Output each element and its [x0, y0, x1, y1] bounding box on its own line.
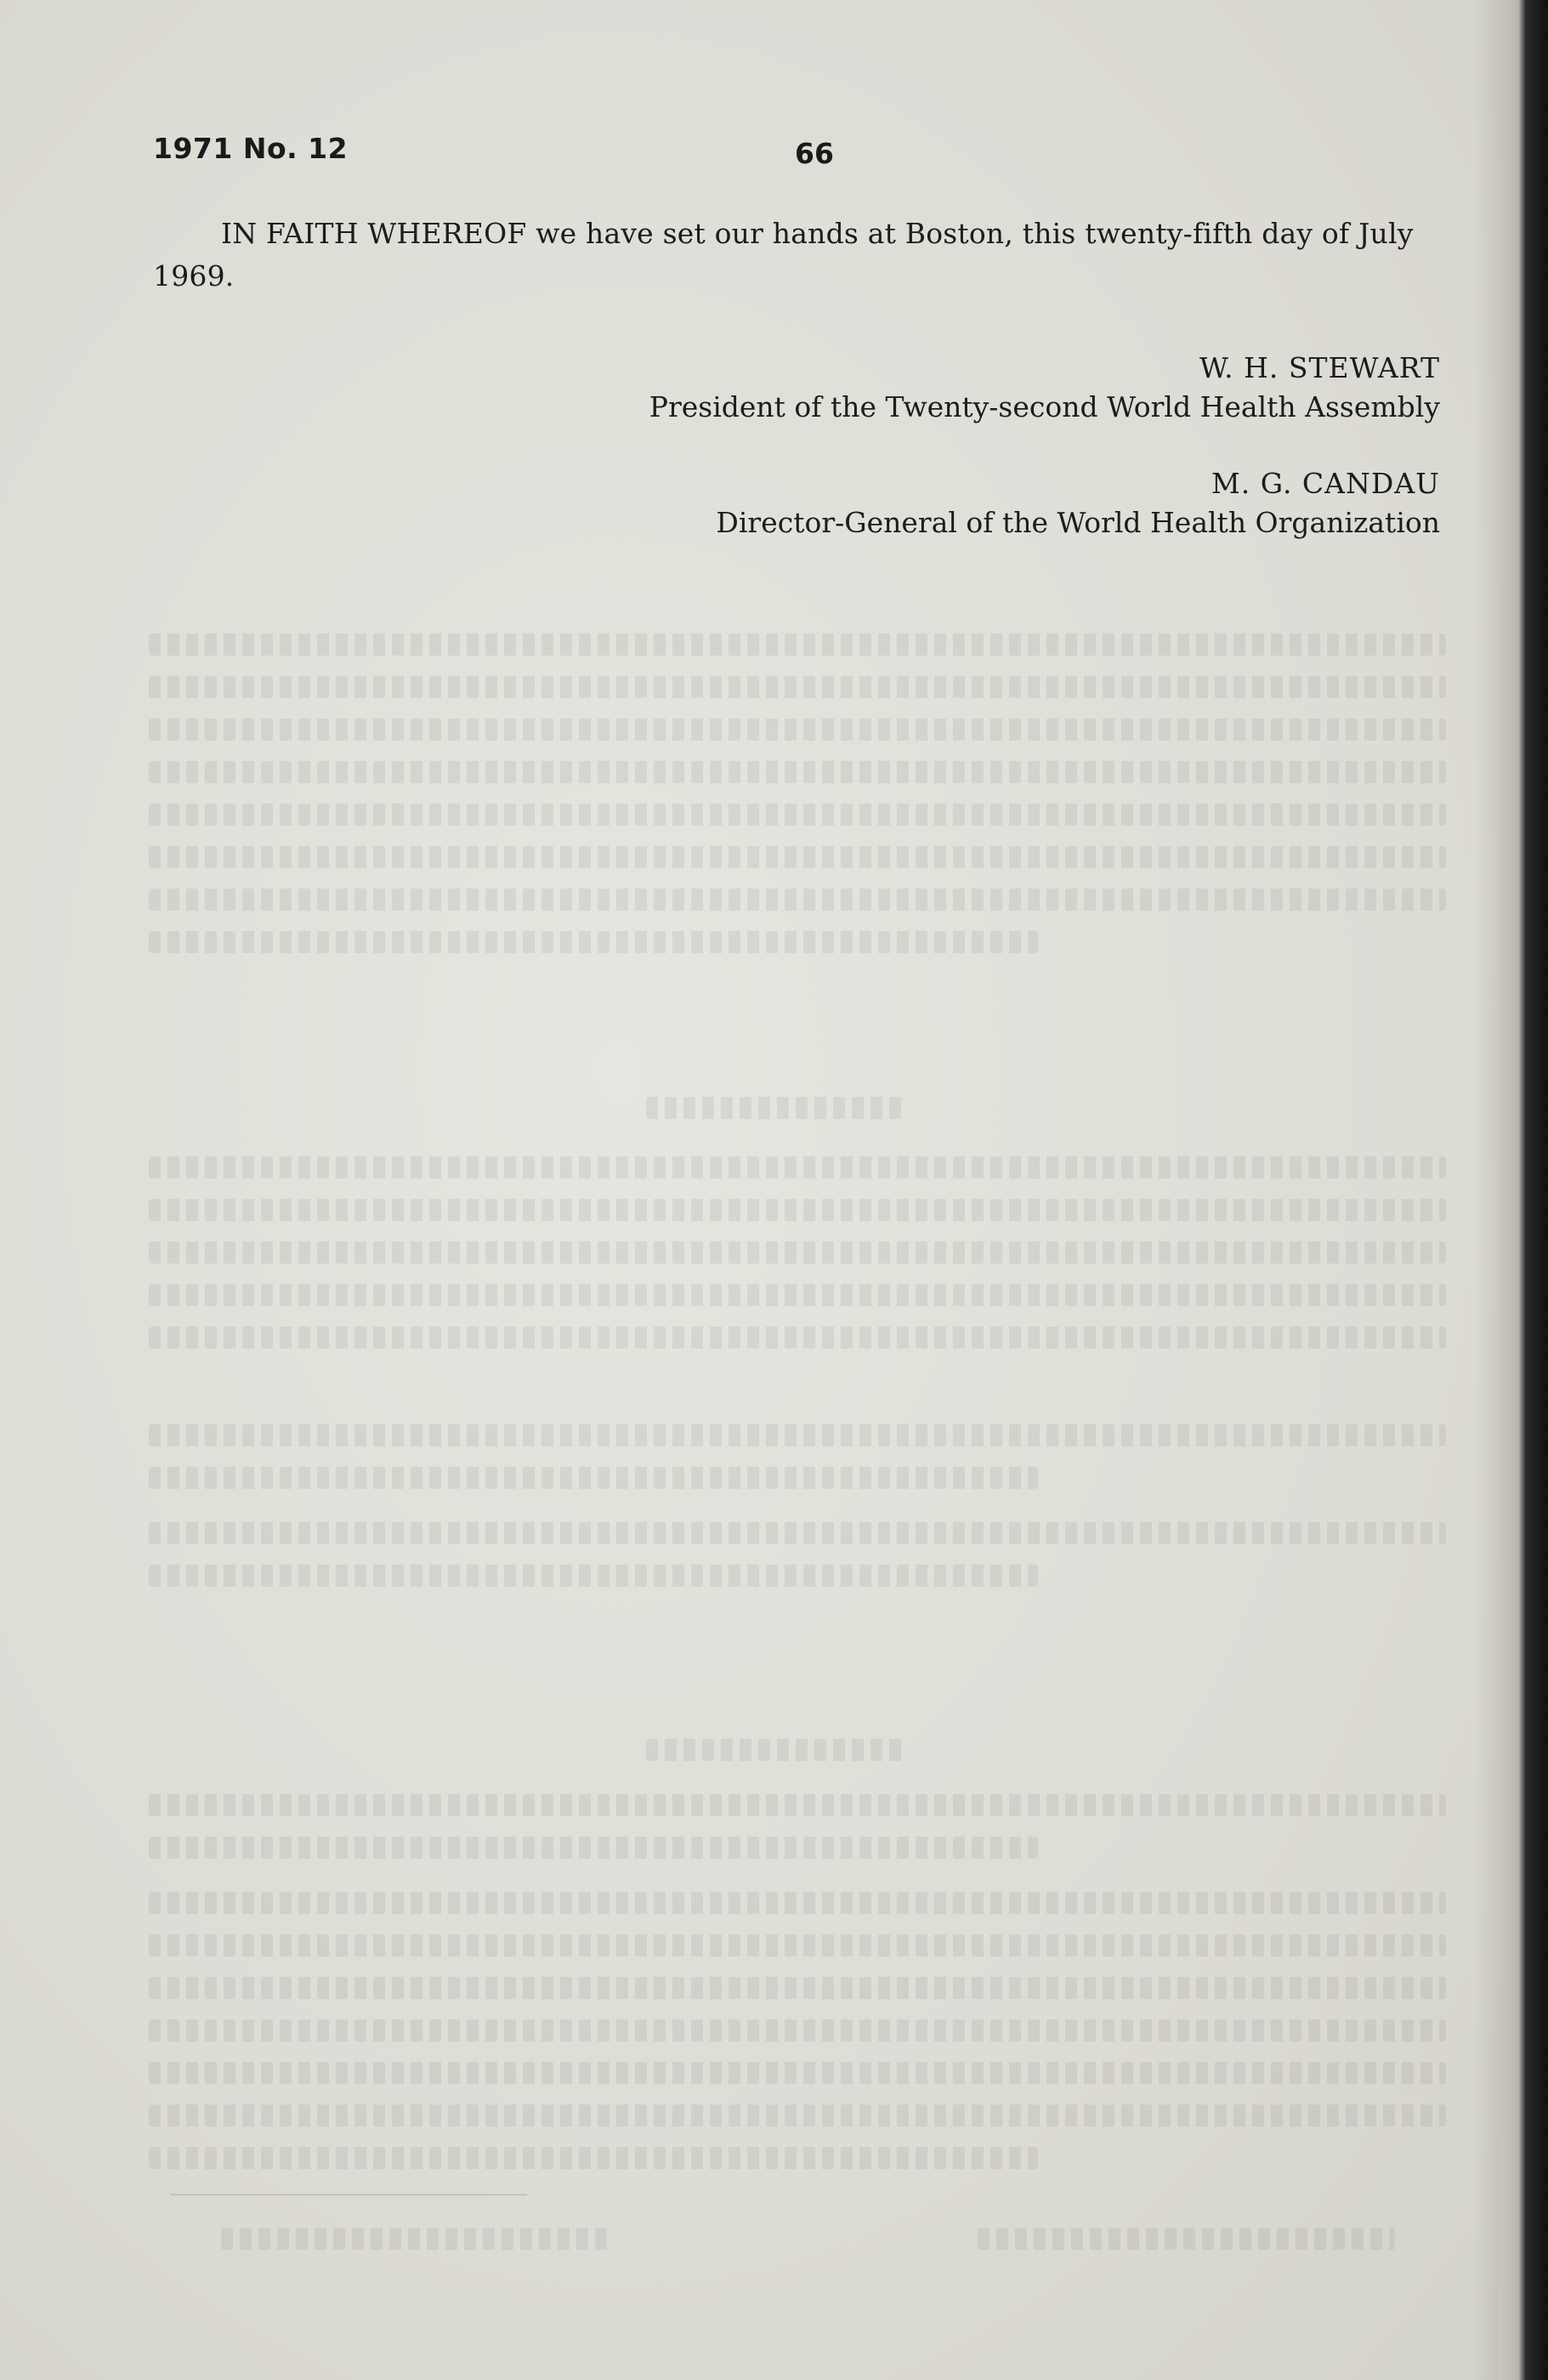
binding-shadow: [1473, 0, 1499, 2380]
page-header: [153, 132, 1428, 183]
witness-clause: IN FAITH WHEREOF we have set our hands at Boston, this twenty-fifth day of July 1969.: [153, 217, 1414, 293]
signature-block-stewart: [649, 349, 1440, 427]
signatory-name: W. H. STEWART: [1199, 351, 1440, 384]
signatory-title: Director-General of the World Health Organization: [716, 506, 1440, 539]
testimonium: [153, 213, 1445, 298]
series-number: 1971 No. 12: [153, 132, 349, 165]
signatory-name: M. G. CANDAU: [1211, 467, 1440, 500]
page-number: 66: [795, 137, 834, 170]
page-binding-edge: [1499, 0, 1548, 2380]
signatory-title: President of the Twenty-second World Health Assembly: [649, 390, 1440, 423]
signature-block-candau: [716, 464, 1440, 542]
